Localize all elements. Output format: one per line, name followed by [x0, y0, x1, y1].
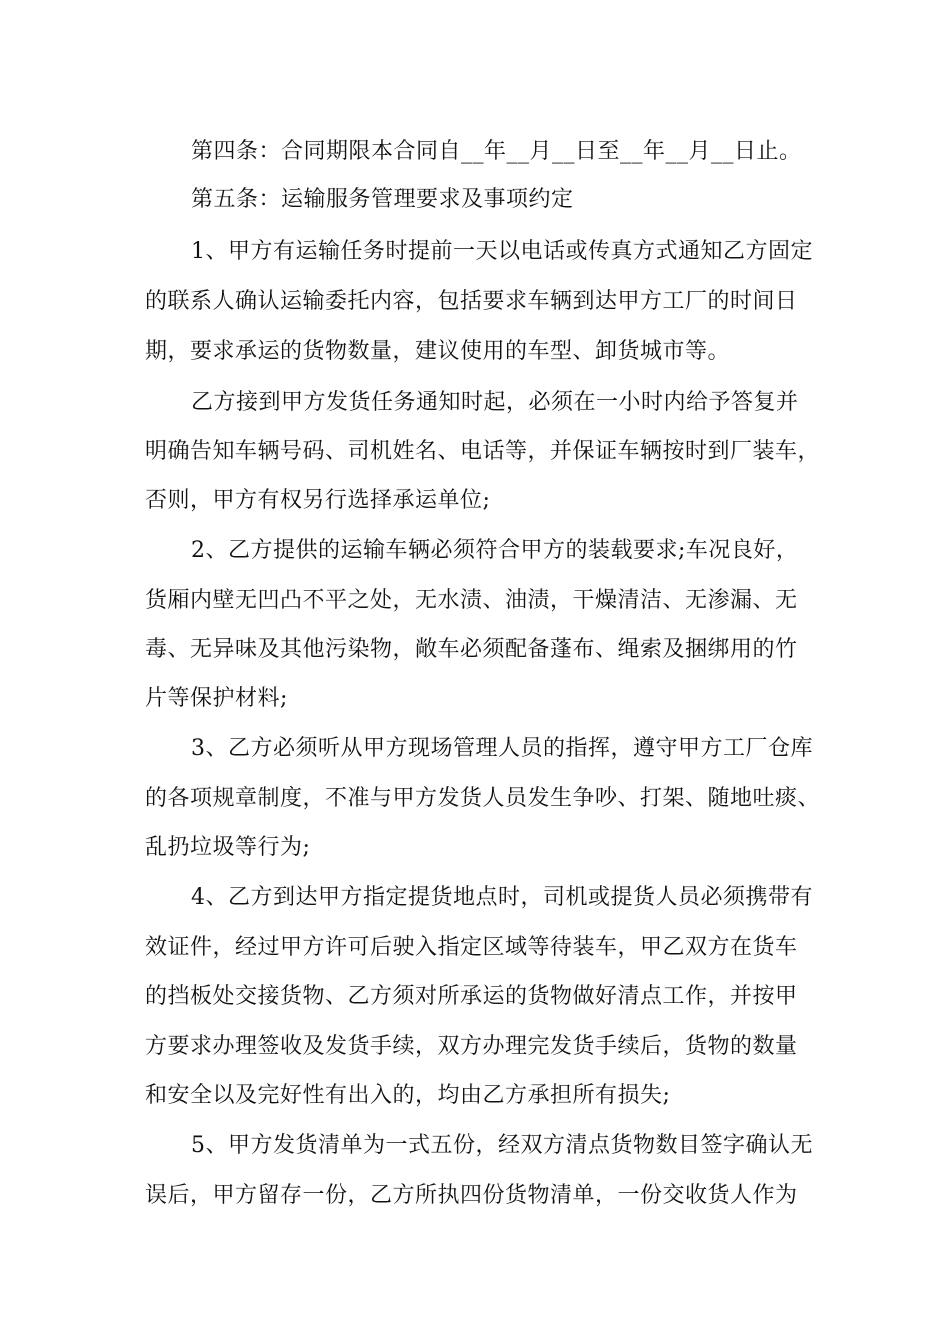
text-line: 1、甲方有运输任务时提前一天以电话或传真方式通知乙方固定 — [191, 239, 813, 264]
text-line: 误后，甲方留存一份，乙方所执四份货物清单，一份交收货人作为 — [145, 1183, 798, 1208]
text-line: 毒、无异味及其他污染物，敞车必须配备蓬布、绳索及捆绑用的竹 — [145, 637, 798, 662]
text-line: 3、乙方必须听从甲方现场管理人员的指挥，遵守甲方工厂仓库 — [191, 736, 813, 761]
text-line: 明确告知车辆号码、司机姓名、电话等，并保证车辆按时到厂装车， — [145, 439, 821, 464]
text-line: 货厢内壁无凹凸不平之处，无水渍、油渍，干燥清洁、无渗漏、无 — [145, 588, 798, 613]
text-line: 效证件，经过甲方许可后驶入指定区域等待装车，甲乙双方在货车 — [145, 935, 798, 960]
text-line: 的联系人确认运输委托内容，包括要求车辆到达甲方工厂的时间日 — [145, 289, 798, 314]
text-line: 和安全以及完好性有出入的，均由乙方承担所有损失; — [145, 1083, 671, 1108]
text-line: 的挡板处交接货物、乙方须对所承运的货物做好清点工作，并按甲 — [145, 984, 798, 1009]
text-line: 乙方接到甲方发货任务通知时起，必须在一小时内给予答复并 — [191, 390, 799, 415]
text-line: 方要求办理签收及发货手续，双方办理完发货手续后，货物的数量 — [145, 1034, 798, 1059]
text-line: 的各项规章制度，不准与甲方发货人员发生争吵、打架、随地吐痰、 — [145, 786, 821, 811]
text-line: 第四条：合同期限本合同自__年__月__日至__年__月__日止。 — [191, 139, 802, 164]
text-line: 2、乙方提供的运输车辆必须符合甲方的装载要求;车况良好， — [191, 538, 799, 563]
text-line: 4、乙方到达甲方指定提货地点时，司机或提货人员必须携带有 — [191, 885, 813, 910]
text-line: 5、甲方发货清单为一式五份，经双方清点货物数目签字确认无 — [191, 1133, 813, 1158]
text-line: 片等保护材料; — [145, 686, 288, 711]
text-line: 乱扔垃圾等行为; — [145, 835, 311, 860]
text-line: 第五条：运输服务管理要求及事项约定 — [191, 187, 574, 212]
text-line: 期，要求承运的货物数量，建议使用的车型、卸货城市等。 — [145, 339, 731, 364]
text-line: 否则，甲方有权另行选择承运单位; — [145, 488, 491, 513]
